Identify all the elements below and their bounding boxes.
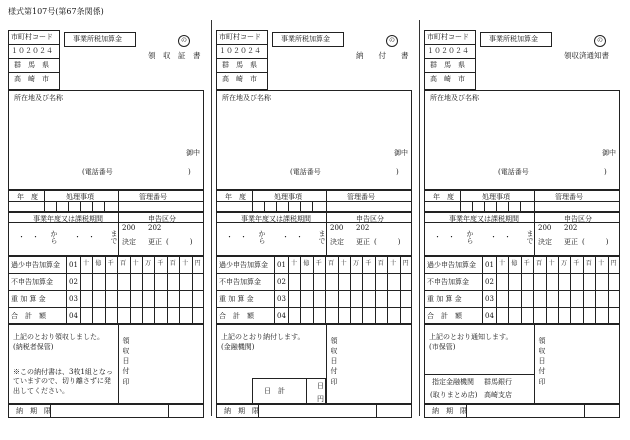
municipal-code-value: １０２０２４	[427, 47, 469, 55]
rule-line	[216, 307, 412, 308]
honorific: 御中	[602, 149, 616, 157]
from-label: から	[50, 230, 58, 244]
receipt-date-stamp-label: 領収日付印	[330, 337, 338, 386]
year-prefix-1: 200	[122, 224, 136, 232]
digit-label: 百	[120, 260, 127, 267]
digit-label: 円	[402, 260, 409, 267]
from-label: から	[258, 230, 266, 244]
rule-line	[8, 307, 204, 308]
document-title: 領 収 証 書	[148, 51, 201, 60]
rule-line	[8, 201, 204, 202]
due-date-label: 納 期 限	[432, 407, 467, 415]
rule-line	[8, 290, 204, 291]
date-dots: ・ ・	[434, 233, 455, 241]
rule-line	[306, 378, 307, 404]
rule-line	[216, 58, 268, 59]
digit-label: 千	[315, 260, 322, 267]
city-name: 高 崎 市	[430, 75, 465, 83]
address-label: 所在地及び名称	[430, 94, 479, 102]
year-prefix-2: 202	[148, 224, 162, 232]
rule-line	[424, 307, 620, 308]
municipal-code-label: 市町村コード	[219, 33, 261, 41]
date-dots-end: ・ ・	[282, 233, 303, 241]
form-panel-payment	[216, 20, 412, 432]
amount-row-number: 03	[69, 295, 78, 303]
amount-row-label: 不申告加算金	[219, 278, 261, 286]
digit-label: 円	[194, 260, 201, 267]
digit-label: 千	[107, 260, 114, 267]
amount-row-number: 03	[277, 295, 286, 303]
rule-line	[300, 201, 301, 212]
rule-line	[424, 273, 620, 274]
digit-label: 千	[157, 260, 164, 267]
rule-line	[312, 201, 313, 212]
date-dots: ・ ・	[226, 233, 247, 241]
rule-line	[482, 256, 483, 324]
municipal-code-value: １０２０２４	[11, 47, 53, 55]
process-label: 処理事項	[482, 193, 510, 201]
rule-line	[508, 201, 509, 212]
bank-name: 群馬銀行	[484, 378, 512, 386]
amount-row-label: 不申告加算金	[11, 278, 53, 286]
rule-line	[264, 201, 265, 212]
correction-paren: ( )	[374, 238, 401, 246]
digit-label: 千	[573, 260, 580, 267]
correction-label: 更正	[564, 238, 578, 246]
phone-close-paren: )	[188, 168, 191, 176]
amount-row-number: 02	[485, 278, 494, 286]
municipal-code-label: 市町村コード	[427, 33, 469, 41]
rule-line	[326, 324, 327, 404]
receipt-date-stamp-label: 領収日付印	[122, 337, 130, 386]
management-number-label: 管理番号	[555, 193, 583, 201]
rule-line	[584, 404, 585, 418]
amount-row-number: 02	[69, 278, 78, 286]
rule-line	[424, 290, 620, 291]
form-number: 様式第107号(第67条関係)	[8, 7, 104, 16]
rule-line	[66, 256, 67, 324]
filing-category-label: 申告区分	[356, 215, 384, 223]
digit-label: 十	[340, 260, 347, 267]
rule-line	[168, 404, 169, 418]
digit-label: 千	[523, 260, 530, 267]
digit-label: 百	[169, 260, 176, 267]
amount-row-label: 不申告加算金	[427, 278, 469, 286]
period-label: 事業年度又は課税期間	[241, 215, 311, 223]
rule-line	[274, 256, 275, 324]
prefecture-name: 群 馬 県	[14, 61, 49, 69]
city-name: 高 崎 市	[222, 75, 257, 83]
until-label: まで	[526, 230, 534, 244]
municipal-code-value: １０２０２４	[219, 47, 261, 55]
amount-row-number: 01	[485, 261, 494, 269]
year-label: 年 度	[225, 193, 246, 201]
receipt-date-stamp-label: 領収日付印	[538, 337, 546, 386]
amount-row-label: 合 計 額	[11, 312, 46, 320]
rule-line	[8, 273, 204, 274]
rule-line	[216, 290, 412, 291]
rule-line	[118, 212, 119, 256]
rule-line	[80, 201, 81, 212]
rule-line	[534, 212, 535, 256]
filing-category-label: 申告区分	[148, 215, 176, 223]
rule-line	[118, 324, 119, 404]
rule-line	[216, 273, 412, 274]
amount-row-number: 04	[485, 312, 494, 320]
digit-label: 百	[377, 260, 384, 267]
rule-line	[8, 44, 60, 45]
rule-line	[326, 190, 327, 212]
digit-label: 十	[498, 260, 505, 267]
rule-line	[424, 44, 476, 45]
year-prefix-2: 202	[564, 224, 578, 232]
decision-label: 決定	[330, 238, 344, 246]
prefecture-name: 群 馬 県	[430, 61, 465, 69]
correction-paren: ( )	[582, 238, 609, 246]
amount-row-label: 合 計 額	[219, 312, 254, 320]
rule-line	[534, 190, 535, 212]
rule-line	[252, 190, 253, 212]
phone-label: (電話番号	[82, 168, 113, 176]
municipal-code-label: 市町村コード	[11, 33, 53, 41]
date-dots-end: ・ ・	[490, 233, 511, 241]
rule-line	[472, 201, 473, 212]
phone-label: (電話番号	[290, 168, 321, 176]
until-label: まで	[110, 230, 118, 244]
digit-label: 百	[585, 260, 592, 267]
due-date-label: 納 期 限	[224, 407, 259, 415]
year-prefix-1: 200	[538, 224, 552, 232]
digit-label: 十	[82, 260, 89, 267]
due-date-label: 納 期 限	[16, 407, 51, 415]
bank-label: 指定金融機関	[432, 378, 474, 386]
amount-row-label: 重 加 算 金	[11, 295, 46, 303]
amount-row-number: 02	[277, 278, 286, 286]
phone-label: (電話番号	[498, 168, 529, 176]
rule-line	[496, 201, 497, 212]
rule-line	[376, 404, 377, 418]
rule-line	[104, 201, 105, 212]
digit-label: 円	[610, 260, 617, 267]
circle-mark: の	[178, 35, 190, 47]
rule-line	[216, 72, 268, 73]
document-title: 領収済通知書	[564, 51, 609, 60]
daily-unit: 日	[317, 382, 324, 390]
year-label: 年 度	[433, 193, 454, 201]
rule-line	[288, 201, 289, 212]
rule-line	[56, 201, 57, 212]
rule-line	[424, 201, 620, 202]
digit-label: 百	[536, 260, 543, 267]
amount-row-label: 重 加 算 金	[427, 295, 462, 303]
circle-mark: の	[594, 35, 606, 47]
amount-row-number: 04	[69, 312, 78, 320]
panel-separator	[419, 20, 420, 416]
digit-label: 十	[598, 260, 605, 267]
date-dots: ・ ・	[18, 233, 39, 241]
until-label: まで	[318, 230, 326, 244]
rule-line	[534, 324, 535, 404]
digit-label: 億	[303, 260, 310, 267]
bank-label-sub: (取りまとめ店)	[430, 391, 478, 399]
document-title: 納 付 書	[356, 51, 409, 60]
tax-name: 事業所税加算金	[489, 35, 538, 43]
amount-row-number: 01	[69, 261, 78, 269]
period-label: 事業年度又は課税期間	[449, 215, 519, 223]
rule-line	[520, 201, 521, 212]
amount-row-number: 03	[485, 295, 494, 303]
message-text: 上記のとおり納付します。	[221, 333, 305, 341]
rule-line	[424, 58, 476, 59]
address-label: 所在地及び名称	[14, 94, 63, 102]
digit-label: 十	[548, 260, 555, 267]
digit-label: 十	[132, 260, 139, 267]
decision-label: 決定	[122, 238, 136, 246]
decision-label: 決定	[538, 238, 552, 246]
year-prefix-1: 200	[330, 224, 344, 232]
rule-line	[8, 72, 60, 73]
panel-separator	[211, 20, 212, 416]
year-prefix-2: 202	[356, 224, 370, 232]
amount-row-label: 過少申告加算金	[427, 261, 476, 269]
digit-label: 万	[352, 260, 359, 267]
digit-label: 十	[290, 260, 297, 267]
tax-name: 事業所税加算金	[73, 35, 122, 43]
digit-label: 十	[182, 260, 189, 267]
correction-label: 更正	[356, 238, 370, 246]
honorific: 御中	[394, 149, 408, 157]
message-subtext: (納税者保管)	[13, 343, 54, 351]
honorific: 御中	[186, 149, 200, 157]
amount-row-number: 04	[277, 312, 286, 320]
form-panel-receipt	[8, 20, 204, 432]
amount-row-label: 重 加 算 金	[219, 295, 254, 303]
rule-line	[276, 201, 277, 212]
digit-label: 億	[95, 260, 102, 267]
note-text: ※この納付書は、3枚1組となっていますので、切り離さずに発出してください。	[13, 368, 113, 395]
rule-line	[8, 58, 60, 59]
rule-line	[92, 201, 93, 212]
rule-line	[424, 72, 476, 73]
phone-close-paren: )	[604, 168, 607, 176]
digit-label: 千	[365, 260, 372, 267]
yen-unit: 円	[317, 395, 324, 403]
amount-row-label: 過少申告加算金	[11, 261, 60, 269]
city-name: 高 崎 市	[14, 75, 49, 83]
address-label: 所在地及び名称	[222, 94, 271, 102]
digit-label: 万	[560, 260, 567, 267]
form-panel-notice	[424, 20, 620, 432]
digit-label: 億	[511, 260, 518, 267]
process-label: 処理事項	[66, 193, 94, 201]
year-label: 年 度	[17, 193, 38, 201]
tax-name: 事業所税加算金	[281, 35, 330, 43]
rule-line	[326, 212, 327, 256]
digit-label: 十	[390, 260, 397, 267]
period-label: 事業年度又は課税期間	[33, 215, 103, 223]
amount-row-label: 過少申告加算金	[219, 261, 268, 269]
filing-category-label: 申告区分	[564, 215, 592, 223]
rule-line	[460, 190, 461, 212]
correction-label: 更正	[148, 238, 162, 246]
rule-line	[216, 44, 268, 45]
phone-close-paren: )	[396, 168, 399, 176]
message-subtext: (金融機関)	[221, 343, 255, 351]
rule-line	[68, 201, 69, 212]
message-subtext: (市保管)	[429, 343, 456, 351]
correction-paren: ( )	[166, 238, 193, 246]
process-label: 処理事項	[274, 193, 302, 201]
rule-line	[118, 190, 119, 212]
amount-row-label: 合 計 額	[427, 312, 462, 320]
date-dots-end: ・ ・	[74, 233, 95, 241]
rule-line	[484, 201, 485, 212]
bank-branch: 高崎支店	[484, 391, 512, 399]
management-number-label: 管理番号	[139, 193, 167, 201]
rule-line	[424, 374, 534, 375]
digit-label: 万	[144, 260, 151, 267]
from-label: から	[466, 230, 474, 244]
prefecture-name: 群 馬 県	[222, 61, 257, 69]
message-text: 上記のとおり領収しました。	[13, 333, 104, 341]
digit-label: 百	[328, 260, 335, 267]
rule-line	[216, 201, 412, 202]
management-number-label: 管理番号	[347, 193, 375, 201]
amount-row-number: 01	[277, 261, 286, 269]
daily-total-label: 日 計	[264, 387, 285, 395]
message-text: 上記のとおり通知します。	[429, 333, 513, 341]
rule-line	[44, 190, 45, 212]
circle-mark: の	[386, 35, 398, 47]
